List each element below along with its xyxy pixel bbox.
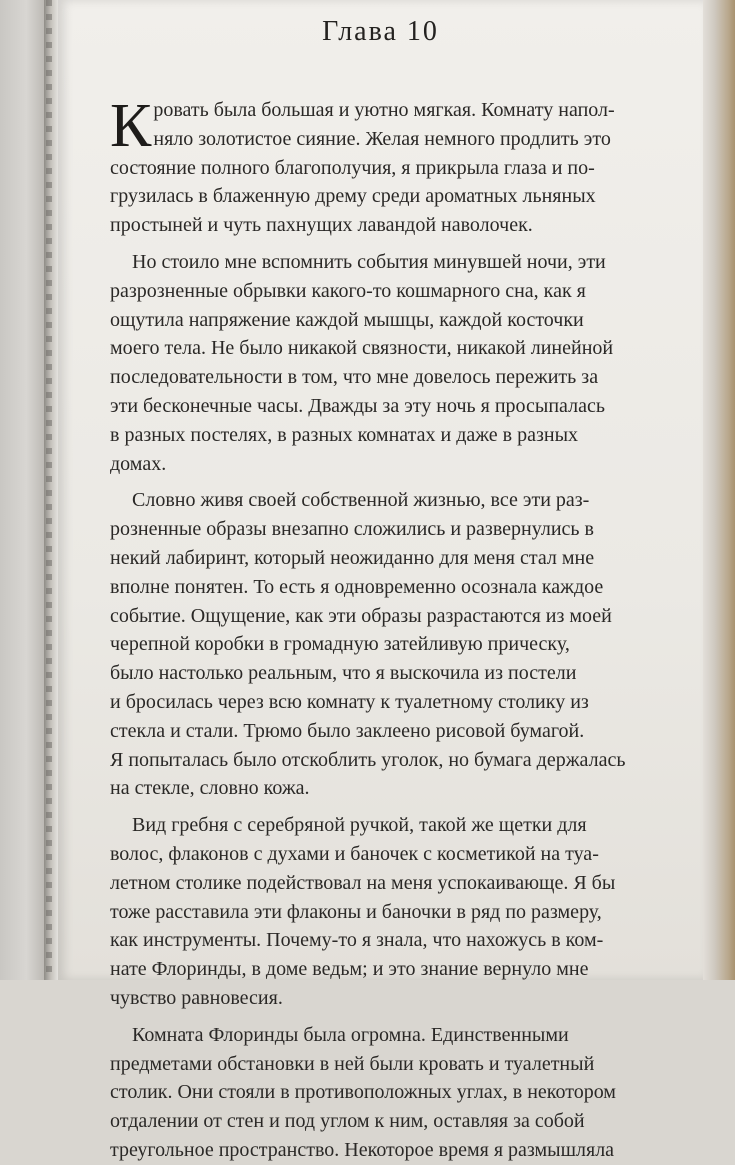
text-line: как инструменты. Почему-то я знала, что нахожусь в ком- bbox=[110, 929, 604, 952]
body-text bbox=[110, 92, 685, 1165]
text-line: разрозненные обрывки какого-то кошмарного сна, как я bbox=[110, 279, 586, 302]
adjacent-page-edge bbox=[0, 0, 44, 980]
text-line: розненные образы внезапно сложились и развернулись в bbox=[110, 518, 594, 541]
paragraph-4 bbox=[110, 811, 685, 1013]
text-line: на стекле, словно кожа. bbox=[110, 777, 310, 800]
text-line: некий лабиринт, который неожиданно для меня стал мне bbox=[110, 546, 595, 569]
text-line: эти бесконечные часы. Дважды за эту ночь я просыпалась bbox=[110, 394, 605, 417]
text-line: состояние полного благополучия, я прикрыла глаза и по- bbox=[110, 156, 595, 179]
paragraph-3 bbox=[110, 486, 685, 803]
text-line: моего тела. Не было никакой связности, никакой линейной bbox=[110, 337, 614, 360]
paragraph-2 bbox=[110, 248, 685, 478]
text-line: стекла и стали. Трюмо было заклеено рисовой бумагой. bbox=[110, 719, 585, 742]
text-line: событие. Ощущение, как эти образы разрастаются из моей bbox=[110, 604, 612, 627]
paragraph-5 bbox=[110, 1021, 685, 1165]
chapter-title: Глава 10 bbox=[322, 16, 439, 47]
text-line: Словно живя своей собственной жизнью, все эти раз- bbox=[132, 489, 590, 512]
text-line: предметами обстановки в ней были кровать и туалетный bbox=[110, 1052, 595, 1075]
text-line: ощутила напряжение каждой мышцы, каждой косточки bbox=[110, 308, 584, 331]
text-line: грузилась в блаженную дрему среди ароматных льняных bbox=[110, 185, 596, 208]
text-line: и бросилась через всю комнату к туалетному столику из bbox=[110, 690, 589, 713]
text-line: тоже расставила эти флаконы и баночки в ряд по размеру, bbox=[110, 900, 602, 923]
text-line: ровать была большая и уютно мягкая. Комнату напол- bbox=[153, 99, 615, 121]
text-line: Вид гребня с серебряной ручкой, такой же щетки для bbox=[132, 814, 587, 837]
page-stack-edge bbox=[701, 0, 735, 980]
text-line: треугольное пространство. Некоторое время я размышляла bbox=[110, 1138, 615, 1161]
text-line: Я попыталась было отскоблить уголок, но бумага держалась bbox=[110, 748, 626, 771]
text-line: столик. Они стояли в противоположных углах, в некотором bbox=[110, 1081, 616, 1104]
binding-stitches bbox=[46, 0, 52, 980]
text-line: последовательности в том, что мне довелось пережить за bbox=[110, 366, 599, 389]
book-page bbox=[58, 0, 703, 1161]
text-line: летном столике подействовал на меня успокаивающе. Я бы bbox=[110, 871, 616, 894]
text-line: вполне понятен. То есть я одновременно осознала каждое bbox=[110, 575, 604, 598]
text-line: простыней и чуть пахнущих лавандой наволочек. bbox=[110, 214, 533, 237]
text-line: Но стоило мне вспомнить события минувшей ночи, эти bbox=[132, 250, 606, 273]
text-line: домах. bbox=[110, 452, 167, 475]
text-line: волос, флаконов с духами и баночек с косметикой на туа- bbox=[110, 842, 599, 865]
text-line: нате Флоринды, в доме ведьм; и это знание вернуло мне bbox=[110, 958, 589, 981]
text-line: чувство равновесия. bbox=[110, 986, 283, 1009]
paragraph-1 bbox=[110, 92, 685, 240]
text-line: отдалении от стен и под углом к ним, оставляя за собой bbox=[110, 1110, 585, 1133]
drop-cap: К bbox=[110, 92, 152, 160]
text-line: черепной коробки в громадную затейливую прическу, bbox=[110, 633, 570, 656]
text-line: Комната Флоринды была огромна. Единственными bbox=[132, 1023, 569, 1046]
text-line: няло золотистое сияние. Желая немного продлить это bbox=[153, 127, 611, 150]
text-line: было настолько реальным, что я выскочила из постели bbox=[110, 662, 577, 685]
text-line: в разных постелях, в разных комнатах и даже в разных bbox=[110, 423, 579, 446]
